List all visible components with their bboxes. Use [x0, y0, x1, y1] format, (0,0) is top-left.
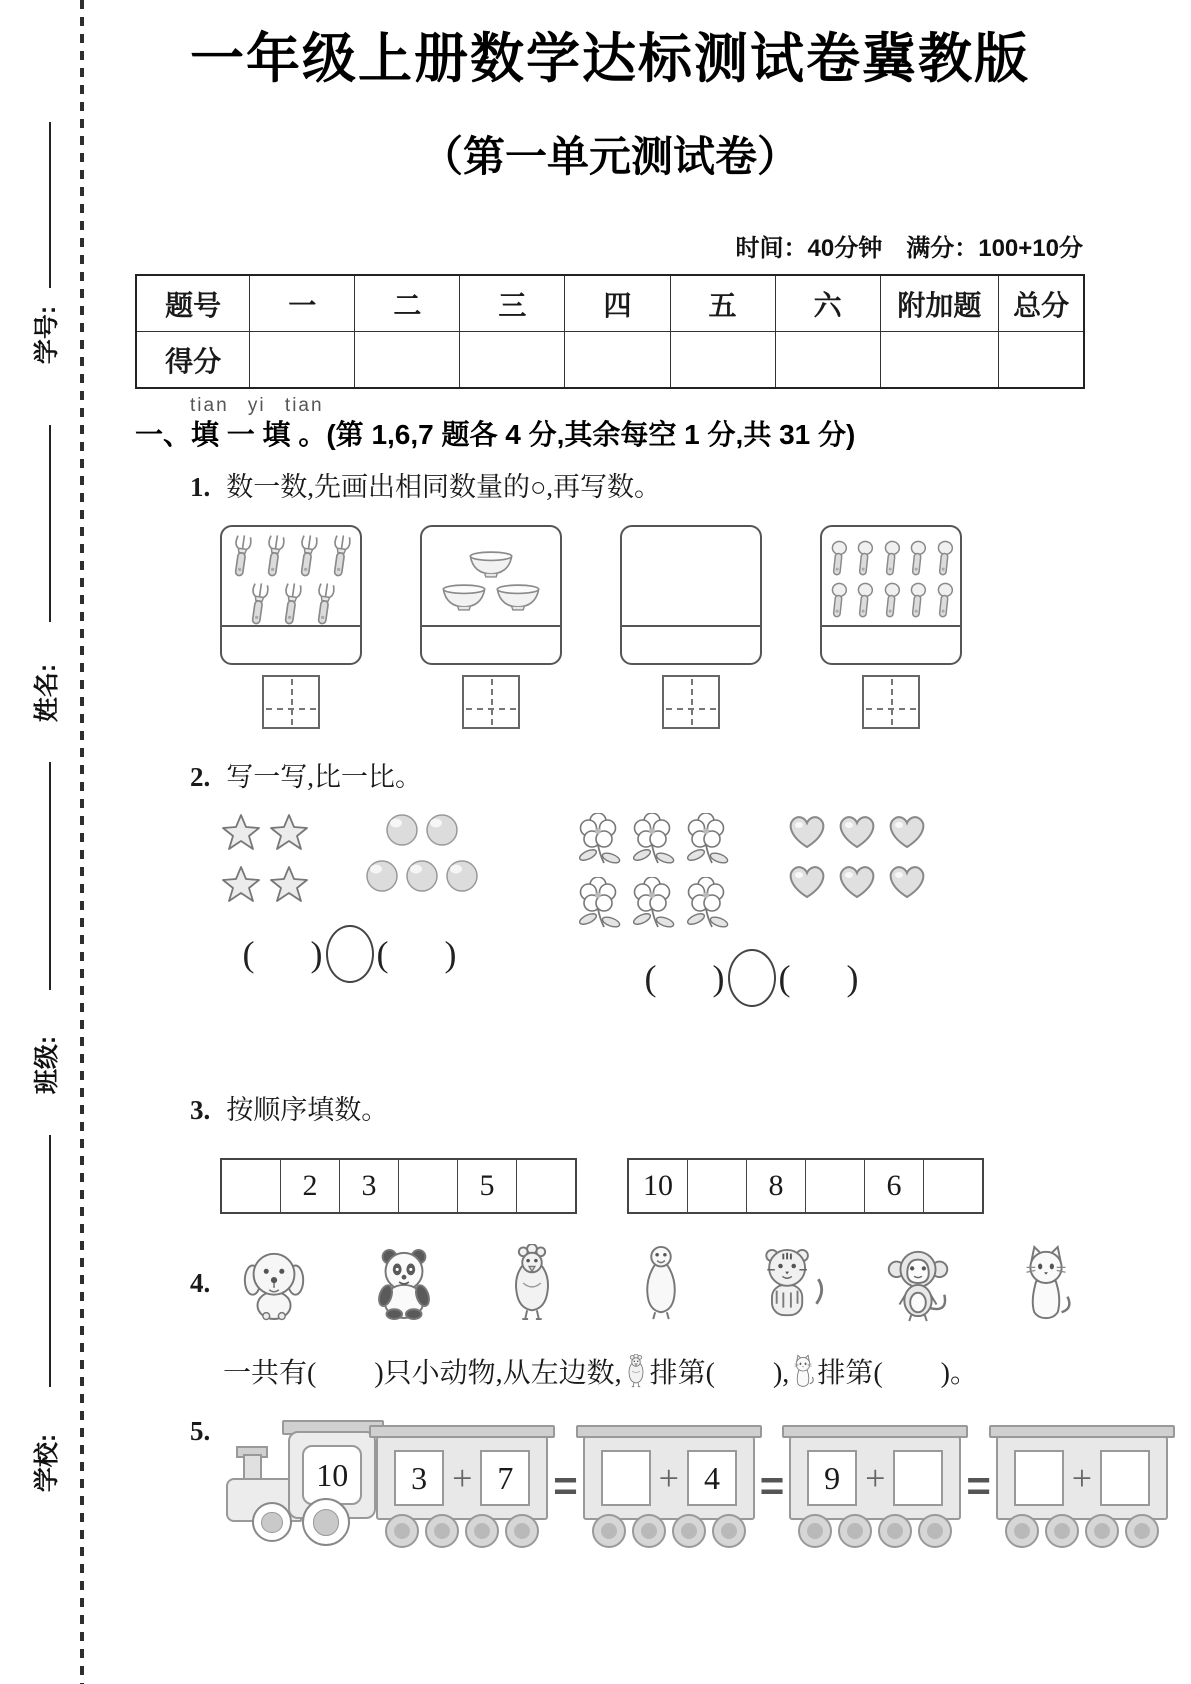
q1-drawing-box[interactable] — [420, 525, 562, 665]
answer-paren: ) — [712, 958, 725, 999]
sentence-text: )。 — [940, 1358, 978, 1390]
train-car — [996, 1436, 1168, 1520]
fork-icon — [294, 533, 321, 579]
number-cell[interactable] — [924, 1160, 982, 1212]
flower-icon — [682, 813, 730, 865]
plus-sign: + — [658, 1458, 679, 1499]
question-number-label: 题号 — [136, 275, 250, 332]
q1-item — [620, 525, 762, 729]
number-cell: 2 — [281, 1160, 340, 1212]
section-heading-text: 一、填 一 填 。(第 1,6,7 题各 4 分,其余每空 1 分,共 31 分) — [135, 419, 856, 451]
score-table-score-row — [136, 332, 1084, 389]
number-cell[interactable] — [688, 1160, 747, 1212]
icon-row — [228, 581, 354, 627]
school-blank-line[interactable] — [49, 1135, 51, 1387]
score-table-column-header: 二 — [355, 275, 460, 332]
question-4-number: 4. — [190, 1267, 211, 1298]
icon-row — [428, 548, 554, 579]
ball-icon — [425, 813, 459, 847]
q2-icon-grid — [574, 813, 730, 929]
train-cars — [376, 1420, 1168, 1520]
question-5-number: 5. — [190, 1416, 211, 1447]
car-wheel — [1045, 1514, 1079, 1548]
box-divider — [222, 625, 360, 627]
cat-icon — [789, 1354, 817, 1388]
answer-paren: ) — [444, 934, 457, 975]
question-2-groups — [220, 813, 1085, 1007]
plus-sign: + — [865, 1458, 886, 1499]
grid-dash-horizontal — [666, 708, 716, 710]
question-4 — [190, 1244, 1085, 1322]
car-wheel — [505, 1514, 539, 1548]
wheel-hub — [807, 1523, 823, 1539]
wheel-hub — [1014, 1523, 1030, 1539]
q1-icon-rows — [628, 537, 754, 623]
heart-icon — [885, 813, 929, 851]
number-cell[interactable] — [222, 1160, 281, 1212]
student-id-label: 学号: — [33, 305, 61, 365]
q2-icon-grid — [785, 813, 929, 901]
star-icon — [220, 813, 262, 853]
star-icon — [268, 865, 310, 905]
score-table-column-header: 总分 — [999, 275, 1084, 332]
sentence-text: 排第( — [649, 1358, 715, 1390]
q1-item — [220, 525, 362, 729]
school-label: 学校: — [33, 1433, 61, 1493]
spoon-icon — [881, 539, 901, 579]
train-car — [789, 1436, 961, 1520]
icon-row — [220, 865, 310, 905]
icon-row — [428, 581, 554, 612]
number-cell: 3 — [340, 1160, 399, 1212]
grid-dash-vertical — [491, 679, 493, 725]
score-cell[interactable] — [880, 332, 999, 389]
q1-item — [420, 525, 562, 729]
bowl-icon — [467, 548, 515, 579]
q2-group — [220, 813, 479, 1007]
question-1 — [190, 469, 1085, 505]
car-wheel — [465, 1514, 499, 1548]
q1-icon-rows — [428, 537, 554, 623]
flower-icon — [574, 813, 622, 865]
score-table-header-row — [136, 275, 1084, 332]
score-table-column-header: 六 — [775, 275, 880, 332]
q2-group — [574, 813, 929, 1007]
comparison-answer — [574, 949, 929, 1007]
wheel-hub — [434, 1523, 450, 1539]
class-label: 班级: — [33, 1035, 61, 1095]
writing-grid[interactable] — [262, 675, 320, 729]
question-4-animal-row — [240, 1244, 1085, 1322]
train-car — [583, 1436, 755, 1520]
answer-paren: ) — [846, 958, 859, 999]
train-number-cell: 9 — [807, 1450, 857, 1506]
wheel-hub — [927, 1523, 943, 1539]
sentence-text: ), — [772, 1358, 790, 1390]
car-wheel — [1085, 1514, 1119, 1548]
fork-icon — [311, 581, 338, 627]
seal-dashed-line — [80, 0, 84, 1684]
heart-icon — [835, 863, 879, 901]
fork-icon — [278, 581, 305, 627]
flower-icon — [682, 877, 730, 929]
q1-drawing-box[interactable] — [220, 525, 362, 665]
q2-icon-sets — [220, 813, 479, 905]
score-table-column-header: 一 — [250, 275, 355, 332]
writing-grid[interactable] — [462, 675, 520, 729]
time-score-info: 时间：40分钟 满分：100+10分 — [735, 235, 1083, 263]
name-label: 姓名: — [33, 663, 61, 723]
car-wheels — [589, 1514, 749, 1548]
icon-row — [574, 877, 730, 929]
car-wheel — [1005, 1514, 1039, 1548]
paper-title: 一年级上册数学达标测试卷冀教版 — [190, 29, 1030, 89]
train-number-cell[interactable] — [893, 1450, 943, 1506]
answer-paren: ( — [644, 958, 657, 999]
train-number-cell: 7 — [480, 1450, 530, 1506]
plus-sign: + — [1071, 1458, 1092, 1499]
car-wheel — [592, 1514, 626, 1548]
car-wheel — [918, 1514, 952, 1548]
flower-icon — [574, 877, 622, 929]
score-table — [135, 274, 1085, 389]
answer-paren: ) — [310, 934, 323, 975]
number-strip — [220, 1158, 577, 1214]
number-strip — [627, 1158, 984, 1214]
monkey-icon — [883, 1244, 953, 1322]
star-icon — [268, 813, 310, 853]
answer-paren: ( — [242, 934, 255, 975]
comparison-answer — [220, 925, 479, 983]
writing-grid[interactable] — [862, 675, 920, 729]
spoon-icon — [828, 539, 848, 579]
q1-drawing-box[interactable] — [620, 525, 762, 665]
car-wheels — [1002, 1514, 1162, 1548]
icon-row — [828, 581, 954, 621]
car-wheel — [712, 1514, 746, 1548]
car-wheel — [385, 1514, 419, 1548]
score-cell[interactable] — [670, 332, 775, 389]
icon-row — [220, 813, 310, 853]
bowl-icon — [494, 581, 542, 612]
grid-dash-horizontal — [266, 708, 316, 710]
question-2 — [190, 759, 1085, 795]
fork-icon — [261, 533, 288, 579]
question-3-text: 按顺序填数。 — [226, 1095, 389, 1126]
score-cell[interactable] — [250, 332, 355, 389]
spoon-icon — [854, 539, 874, 579]
name-blank-line[interactable] — [49, 425, 51, 622]
heart-icon — [885, 863, 929, 901]
number-cell: 10 — [629, 1160, 688, 1212]
comparison-circle[interactable] — [728, 949, 776, 1007]
heart-icon — [785, 863, 829, 901]
ball-icon — [385, 813, 419, 847]
wheel-hub — [847, 1523, 863, 1539]
train-number-cell[interactable] — [601, 1450, 651, 1506]
question-1-text: 数一数,先画出相同数量的○,再写数。 — [226, 472, 662, 503]
grid-dash-vertical — [691, 679, 693, 725]
wheel-hub — [1134, 1523, 1150, 1539]
score-table-column-header: 四 — [565, 275, 670, 332]
icon-row — [228, 533, 354, 579]
car-wheel — [425, 1514, 459, 1548]
ball-icon — [445, 859, 479, 893]
score-cell[interactable] — [460, 332, 565, 389]
number-cell: 8 — [747, 1160, 806, 1212]
wheel-hub — [1094, 1523, 1110, 1539]
flower-icon — [628, 813, 676, 865]
equals-sign: = — [553, 1462, 578, 1510]
car-wheels — [795, 1514, 955, 1548]
number-cell: 6 — [865, 1160, 924, 1212]
spoon-icon — [881, 581, 901, 621]
car-wheel — [878, 1514, 912, 1548]
grid-dash-horizontal — [466, 708, 516, 710]
writing-grid[interactable] — [662, 675, 720, 729]
box-divider — [822, 625, 960, 627]
cat-icon — [1011, 1244, 1081, 1322]
question-1-number: 1. — [190, 472, 211, 503]
answer-paren: ( — [778, 958, 791, 999]
spoon-icon — [934, 581, 954, 621]
dog-icon — [240, 1244, 310, 1322]
box-divider — [422, 625, 560, 627]
q2-icon-sets — [574, 813, 929, 929]
question-3-number: 3. — [190, 1095, 211, 1126]
rooster-icon — [622, 1354, 650, 1388]
fork-icon — [245, 581, 272, 627]
q1-drawing-box[interactable] — [820, 525, 962, 665]
score-cell[interactable] — [565, 332, 670, 389]
section-heading — [135, 395, 1085, 453]
car-wheel — [798, 1514, 832, 1548]
spoon-icon — [907, 581, 927, 621]
box-divider — [622, 625, 760, 627]
grid-dash-vertical — [891, 679, 893, 725]
icon-row — [365, 859, 479, 893]
spoon-icon — [934, 539, 954, 579]
q2-icon-grid — [365, 813, 479, 893]
train-engine — [226, 1420, 376, 1542]
spoon-icon — [854, 581, 874, 621]
train-number-cell[interactable] — [1100, 1450, 1150, 1506]
car-wheels — [382, 1514, 542, 1548]
student-id-blank-line[interactable] — [49, 122, 51, 288]
car-wheel — [1125, 1514, 1159, 1548]
train-number-cell: 4 — [687, 1450, 737, 1506]
train-number-cell: 3 — [394, 1450, 444, 1506]
wheel-hub — [887, 1523, 903, 1539]
number-cell[interactable] — [517, 1160, 575, 1212]
engine-wheel — [252, 1502, 292, 1542]
number-cell: 5 — [458, 1160, 517, 1212]
q1-icon-rows — [828, 537, 954, 623]
score-label: 得分 — [136, 332, 250, 389]
rooster-icon — [497, 1244, 567, 1322]
icon-row — [365, 813, 479, 847]
wheel-hub — [1054, 1523, 1070, 1539]
wheel-hub — [474, 1523, 490, 1539]
number-cell[interactable] — [806, 1160, 865, 1212]
score-cell[interactable] — [775, 332, 880, 389]
number-train — [226, 1420, 1168, 1584]
class-blank-line[interactable] — [49, 762, 51, 990]
plus-sign: + — [452, 1458, 473, 1499]
panda-icon — [369, 1244, 439, 1322]
car-roof — [369, 1425, 555, 1438]
wheel-hub — [514, 1523, 530, 1539]
score-table-column-header: 三 — [460, 275, 565, 332]
question-3-strips — [220, 1158, 1085, 1214]
ball-icon — [405, 859, 439, 893]
fork-icon — [327, 533, 354, 579]
car-roof — [989, 1425, 1175, 1438]
wheel-hub — [394, 1523, 410, 1539]
ball-icon — [365, 859, 399, 893]
score-cell[interactable] — [355, 332, 460, 389]
sentence-text: 一共有( — [223, 1358, 317, 1390]
equals-sign: = — [966, 1462, 991, 1510]
score-cell[interactable] — [999, 332, 1084, 389]
wheel-hub — [681, 1523, 697, 1539]
tiger-icon — [754, 1244, 824, 1322]
icon-row — [574, 813, 730, 865]
wheel-hub — [601, 1523, 617, 1539]
q1-item — [820, 525, 962, 729]
car-wheel — [632, 1514, 666, 1548]
car-wheel — [838, 1514, 872, 1548]
car-roof — [782, 1425, 968, 1438]
fork-icon — [228, 533, 255, 579]
grid-dash-vertical — [291, 679, 293, 725]
bowl-icon — [440, 581, 488, 612]
icon-row — [828, 539, 954, 579]
question-2-number: 2. — [190, 762, 211, 793]
question-3 — [190, 1092, 1085, 1128]
engine-number-box: 10 — [302, 1445, 362, 1505]
number-cell[interactable] — [399, 1160, 458, 1212]
sentence-text: )只小动物,从左边数, — [374, 1358, 622, 1390]
wheel-hub — [641, 1523, 657, 1539]
question-2-text: 写一写,比一比。 — [226, 762, 422, 793]
train-car — [376, 1436, 548, 1520]
comparison-circle[interactable] — [326, 925, 374, 983]
sentence-text: 排第( — [817, 1358, 883, 1390]
score-table-column-header: 五 — [670, 275, 775, 332]
question-4-sentence — [223, 1352, 1085, 1396]
heart-icon — [835, 813, 879, 851]
icon-row — [785, 863, 929, 901]
paper-subtitle: （第一单元测试卷） — [420, 133, 799, 181]
q1-icon-rows — [228, 537, 354, 623]
engine-wheel — [302, 1498, 350, 1546]
heart-icon — [785, 813, 829, 851]
icon-row — [785, 813, 929, 851]
flower-icon — [628, 877, 676, 929]
wheel-hub — [721, 1523, 737, 1539]
spoon-icon — [828, 581, 848, 621]
question-5 — [190, 1416, 1092, 1584]
equals-sign: = — [759, 1462, 785, 1510]
spoon-icon — [907, 539, 927, 579]
question-1-boxes — [220, 525, 1085, 729]
pinyin-annotation: tian yi tian — [190, 395, 324, 417]
q2-icon-grid — [220, 813, 310, 905]
score-table-column-header: 附加题 — [880, 275, 999, 332]
train-number-cell[interactable] — [1014, 1450, 1064, 1506]
car-roof — [576, 1425, 762, 1438]
car-wheel — [672, 1514, 706, 1548]
duck-icon — [626, 1244, 696, 1322]
grid-dash-horizontal — [866, 708, 916, 710]
answer-paren: ( — [376, 934, 389, 975]
star-icon — [220, 865, 262, 905]
main-content — [135, 0, 1092, 1584]
